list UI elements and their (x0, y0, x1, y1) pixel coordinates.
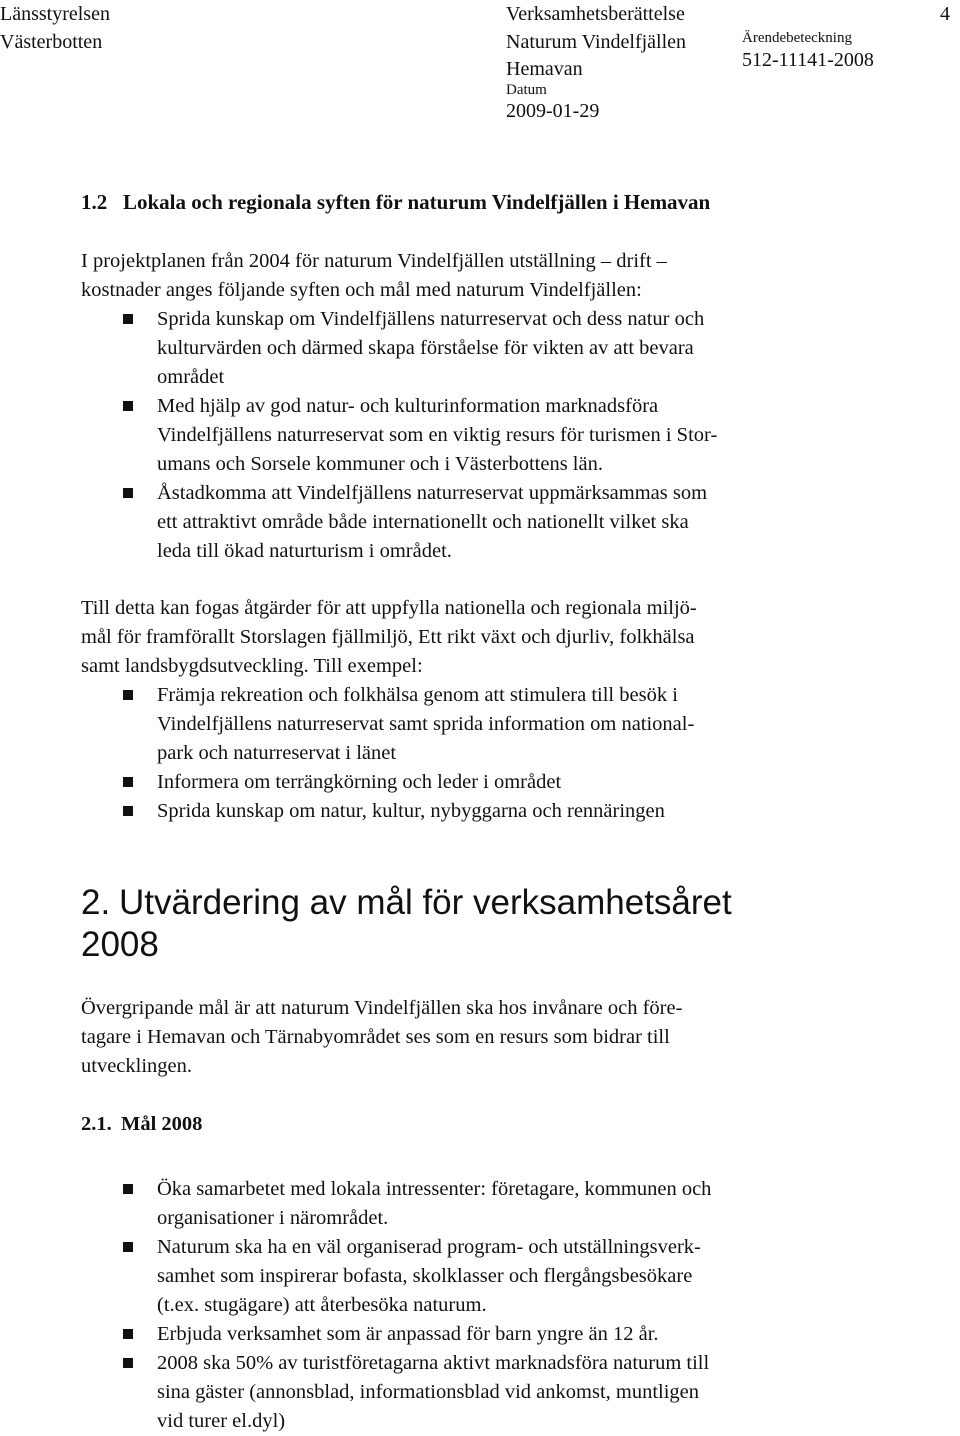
list-item: Främja rekreation och folkhälsa genom att stimulera till besök i Vindelfjällens naturreservat samt sprida information om national- park och naturreservat i länet (81, 681, 941, 768)
list-item: Öka samarbetet med lokala intressenter: företagare, kommunen och organisationer i närområdet. (81, 1175, 941, 1233)
square-bullet-icon (123, 777, 133, 787)
square-bullet-icon (123, 314, 133, 324)
paragraph-line: Till detta kan fogas åtgärder för att uppfylla nationella och regionala miljö- (81, 597, 697, 619)
bullet-list (81, 305, 941, 566)
paragraph-line: Övergripande mål är att naturum Vindelfjällen ska hos invånare och före- (81, 997, 683, 1019)
section-number: 2. (81, 883, 111, 922)
square-bullet-icon (123, 1242, 133, 1252)
section-1-2-para2 (81, 594, 941, 826)
section-number: 2.1. (81, 1113, 112, 1135)
list-item: Sprida kunskap om Vindelfjällens naturreservat och dess natur och kulturvärden och därmed skapa förståelse för vikten av att bevara området (81, 305, 941, 392)
paragraph-line: utvecklingen. (81, 1055, 193, 1077)
section-title-line2: 2008 (81, 925, 159, 964)
list-item: 2008 ska 50% av turistföretagarna aktivt marknadsföra naturum till sina gäster (annonsblad, informationsblad vid ankomst, muntligen vid turer el.dyl) (81, 1349, 941, 1436)
section-1-2-heading (81, 188, 710, 216)
section-number: 1.2 (81, 190, 108, 214)
section-title: Mål 2008 (121, 1113, 203, 1135)
square-bullet-icon (123, 1329, 133, 1339)
ref-label: Ärendebeteckning (742, 30, 852, 46)
ref-value: 512-11141-2008 (742, 49, 874, 71)
doc-title-line1: Naturum Vindelfjällen (506, 31, 687, 53)
square-bullet-icon (123, 1358, 133, 1368)
section-2-body (81, 994, 941, 1081)
square-bullet-icon (123, 488, 133, 498)
square-bullet-icon (123, 401, 133, 411)
doc-type: Verksamhetsberättelse (506, 3, 685, 25)
paragraph-line: kostnader anges följande syften och mål med naturum Vindelfjällen: (81, 279, 642, 301)
section-title: Lokala och regionala syften för naturum Vindelfjällen i Hemavan (123, 190, 711, 214)
section-2-heading (81, 882, 732, 966)
paragraph-line: tagare i Hemavan och Tärnabyområdet ses som en resurs som bidrar till (81, 1026, 670, 1048)
paragraph-line: mål för framförallt Storslagen fjällmiljö, Ett rikt växt och djurliv, folkhälsa (81, 626, 695, 648)
square-bullet-icon (123, 690, 133, 700)
date-value: 2009-01-29 (506, 100, 600, 122)
page-number: 4 (940, 3, 950, 25)
list-item: Med hjälp av god natur- och kulturinformation marknadsföra Vindelfjällens naturreservat som en viktig resurs för turismen i Stor- umans och Sorsele kommuner och i Västerbottens län. (81, 392, 941, 479)
bullet-list (81, 1175, 941, 1436)
square-bullet-icon (123, 1184, 133, 1194)
list-item: Erbjuda verksamhet som är anpassad för barn yngre än 12 år. (81, 1320, 941, 1349)
paragraph-line: samt landsbygdsutveckling. Till exempel: (81, 655, 423, 677)
list-item: Informera om terrängkörning och leder i området (81, 768, 941, 797)
section-1-2-body (81, 247, 941, 566)
org-name-line2: Västerbotten (0, 31, 103, 53)
date-label: Datum (506, 82, 547, 98)
paragraph-line: I projektplanen från 2004 för naturum Vindelfjällen utställning – drift – (81, 250, 667, 272)
square-bullet-icon (123, 806, 133, 816)
section-2-1-heading (81, 1110, 202, 1138)
list-item: Sprida kunskap om natur, kultur, nybyggarna och rennäringen (81, 797, 941, 826)
list-item: Åstadkomma att Vindelfjällens naturreservat uppmärksammas som ett attraktivt område både internationellt och nationellt vilket ska leda till ökad naturturism i området. (81, 479, 941, 566)
list-item: Naturum ska ha en väl organiserad program- och utställningsverk- samhet som inspirerar bofasta, skolklasser och flergångsbesökare (t.ex. stugägare) att återbesöka naturum. (81, 1233, 941, 1320)
org-name-line1: Länsstyrelsen (0, 3, 110, 25)
bullet-list (81, 681, 941, 826)
section-2-1-body (81, 1175, 941, 1436)
doc-title-line2: Hemavan (506, 58, 583, 80)
section-title-line1: Utvärdering av mål för verksamhetsåret (119, 883, 732, 922)
